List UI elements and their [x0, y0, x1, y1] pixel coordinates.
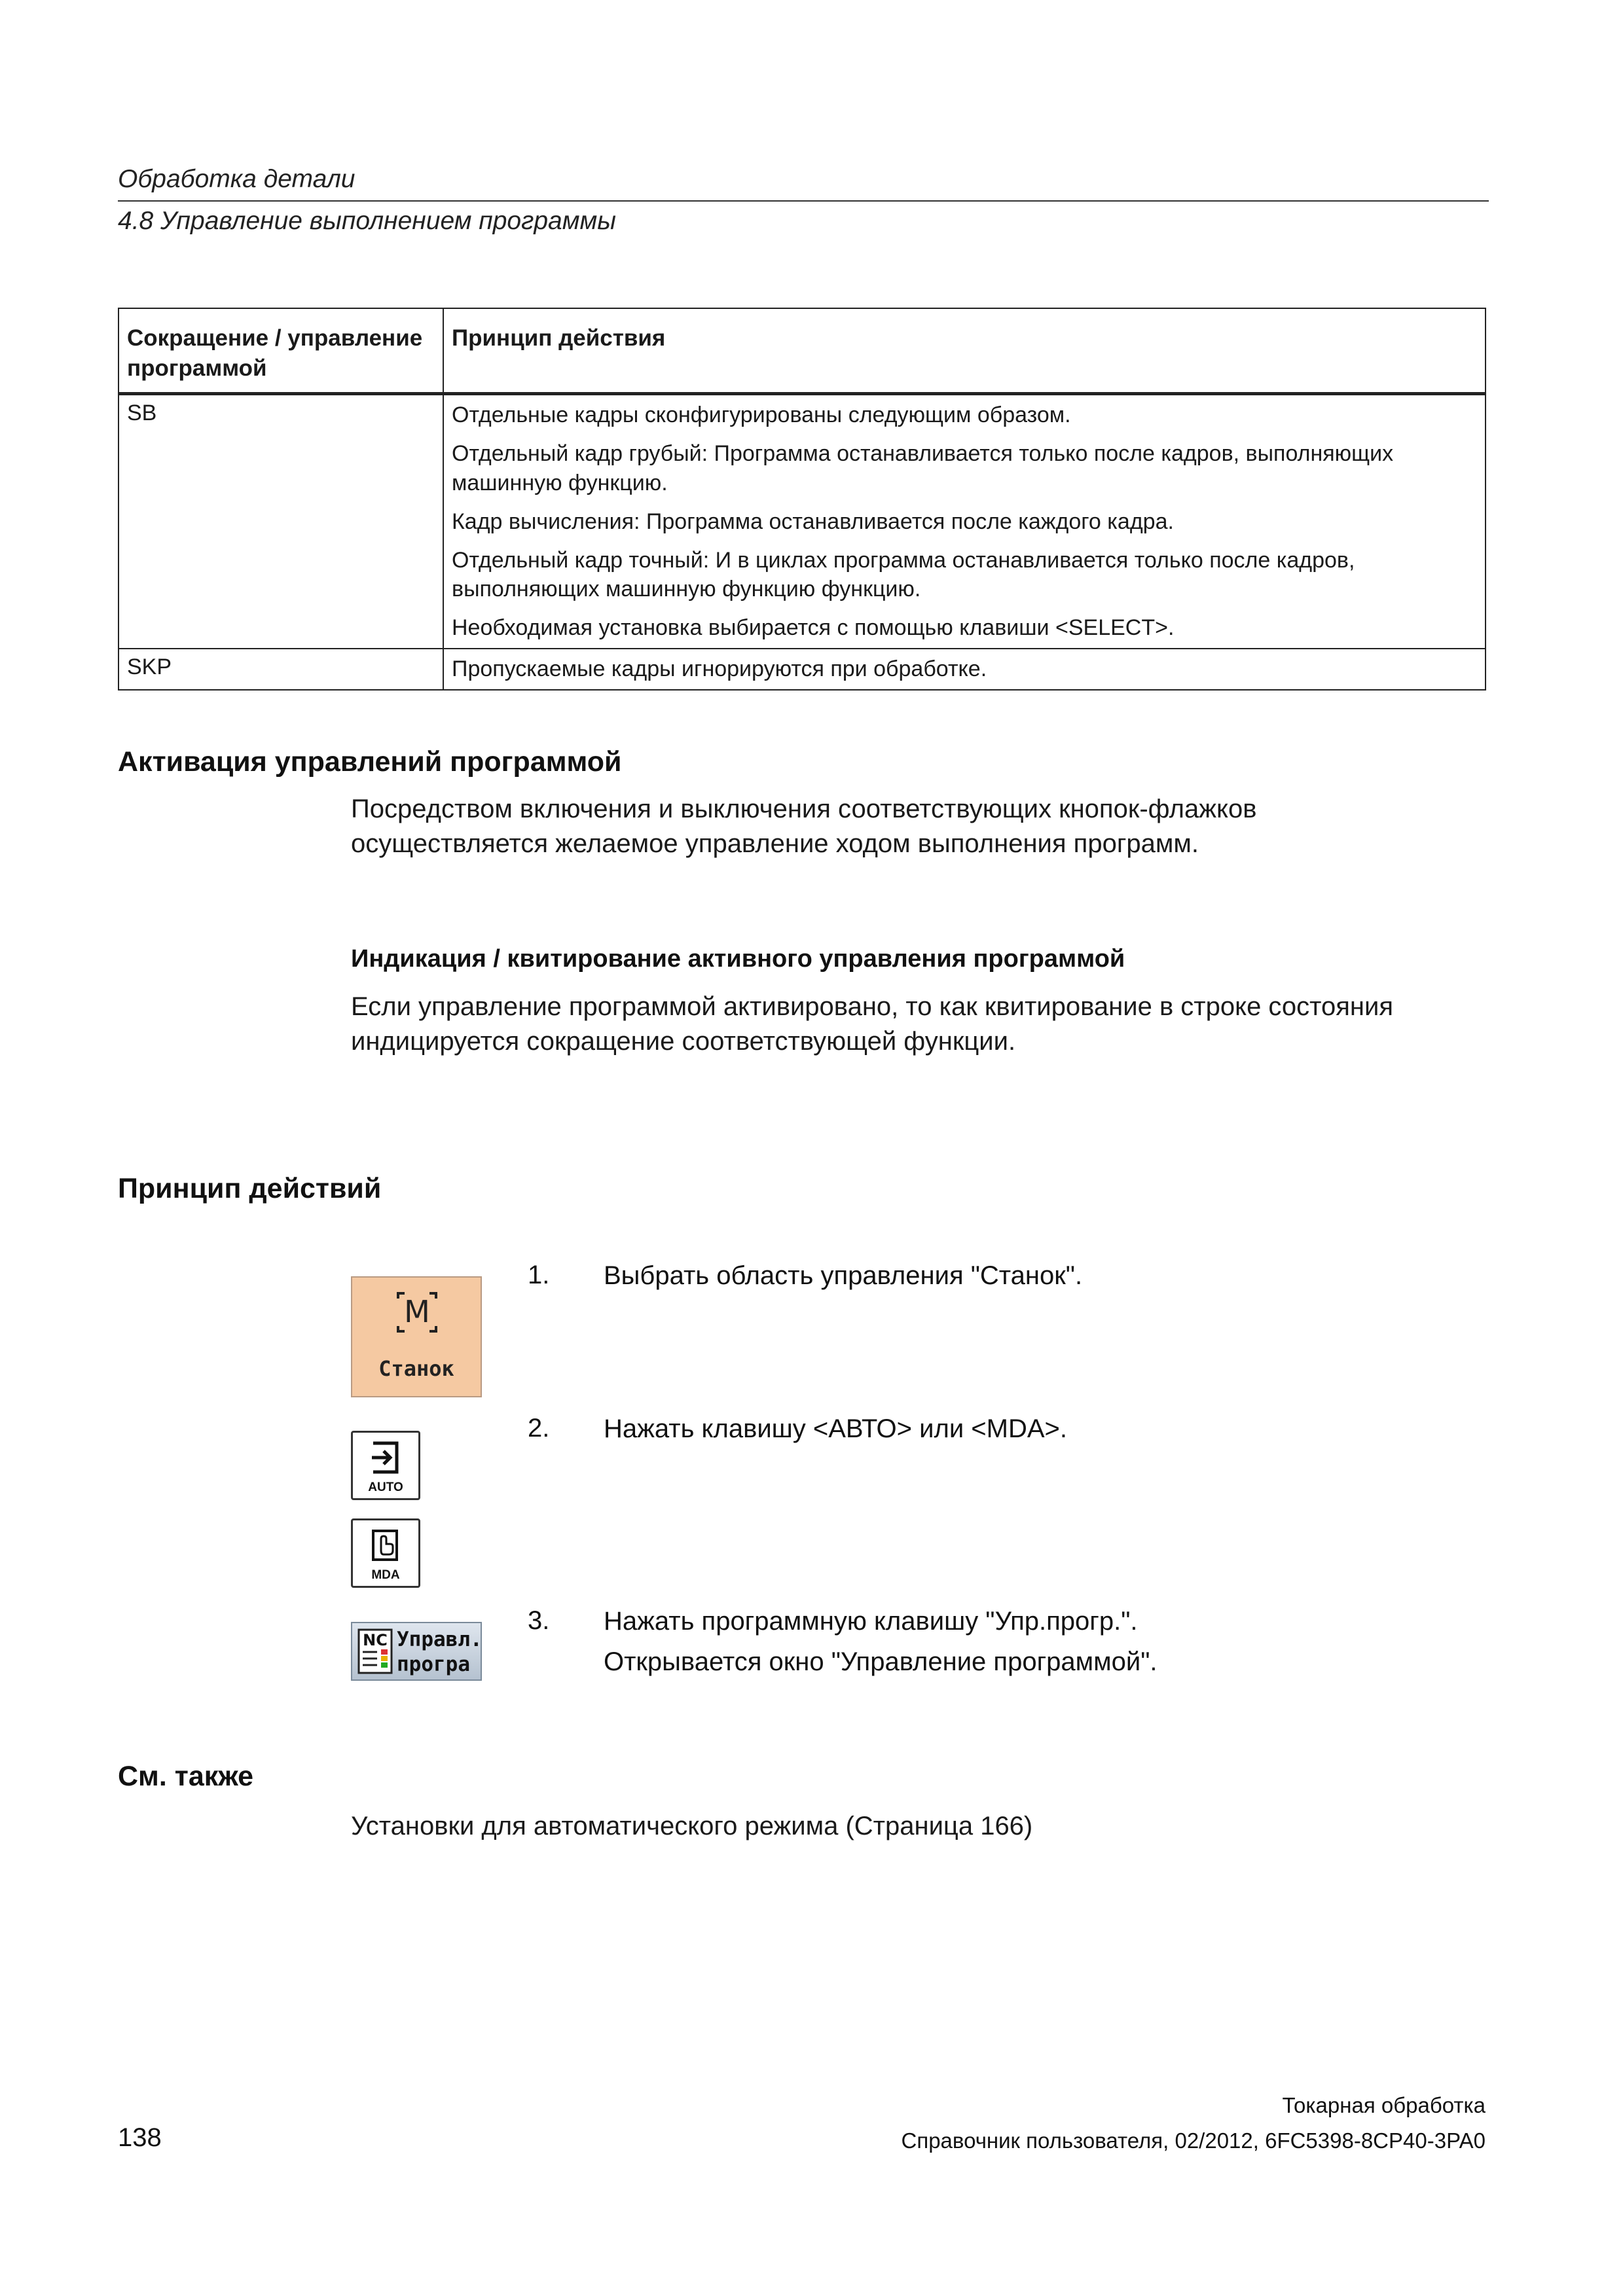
auto-key-label: AUTO: [368, 1480, 403, 1494]
header-divider: [118, 200, 1489, 202]
table-cell-abbr: SB: [119, 394, 443, 649]
table-header-abbr: Сокращение / управление программой: [119, 308, 443, 394]
table-cell-line: Кадр вычисления: Программа останавливается после каждого кадра.: [452, 509, 1174, 534]
machine-symbol: M: [404, 1294, 430, 1329]
procedure-heading: Принцип действий: [118, 1173, 382, 1204]
table-row: [119, 649, 1486, 690]
machine-icon: [395, 1291, 439, 1334]
table-cell-line: Отдельный кадр грубый: Программа останавливается только после кадров, выполняющих машинную функцию.: [452, 440, 1394, 495]
nc-program-icon: [357, 1628, 393, 1674]
table-cell-line: Необходимая установка выбирается с помощью клавиши <SELECT>.: [452, 615, 1175, 641]
indication-heading: Индикация / квитирование активного управления программой: [351, 945, 1125, 973]
footer-title: Токарная обработка: [1282, 2093, 1486, 2117]
machine-area-icon[interactable]: [351, 1276, 482, 1397]
step-number: 2.: [528, 1414, 550, 1443]
table-cell-line: Отдельные кадры сконфигурированы следующим образом.: [452, 403, 1071, 427]
footer-manual: Справочник пользователя, 02/2012, 6FC5398-8CP40-3PA0: [901, 2128, 1486, 2153]
step-result: Открывается окно "Управление программой".: [604, 1647, 1158, 1676]
softkey-label-line2: програ: [397, 1653, 470, 1676]
activation-heading: Активация управлений программой: [118, 746, 622, 778]
nc-symbol: NC: [363, 1631, 388, 1649]
table-cell-principle: [443, 394, 1486, 649]
mda-hand-icon: [371, 1528, 403, 1562]
auto-arrow-icon: [371, 1441, 403, 1475]
table-row: [119, 394, 1486, 649]
section-title: 4.8 Управление выполнением программы: [118, 207, 616, 235]
mda-key-label: MDA: [371, 1568, 400, 1582]
table-cell-line: Пропускаемые кадры игнорируются при обработке.: [452, 656, 987, 682]
program-control-table: [118, 308, 1486, 691]
mda-key[interactable]: [351, 1518, 420, 1588]
step-text: Выбрать область управления "Станок".: [604, 1261, 1083, 1290]
see-also-link[interactable]: Установки для автоматического режима (Страница 166): [351, 1812, 1033, 1840]
step-text: Нажать программную клавишу "Упр.прогр.".: [604, 1607, 1138, 1636]
page-number: 138: [118, 2123, 162, 2152]
table-cell-principle: [443, 649, 1486, 690]
auto-key[interactable]: [351, 1431, 420, 1500]
machine-area-label: Станок: [378, 1356, 454, 1381]
step-number: 1.: [528, 1261, 550, 1289]
softkey-label-line1: Управл.: [397, 1628, 483, 1651]
table-cell-abbr: SKP: [119, 649, 443, 690]
activation-text: Посредством включения и выключения соответствующих кнопок-флажков осуществляется желаемое управление ходом выполнения программ.: [351, 795, 1257, 858]
see-also-heading: См. также: [118, 1761, 254, 1792]
step-text: Нажать клавишу <АВТО> или <MDA>.: [604, 1414, 1067, 1443]
table-cell-line: Отдельный кадр точный: И в циклах программа останавливается только после кадров, выполняющих машинную функцию функцию.: [452, 547, 1355, 602]
program-control-softkey[interactable]: [351, 1622, 482, 1681]
indication-text: Если управление программой активировано, то как квитирование в строке состояния индицируется сокращение соответствующей функции.: [351, 992, 1393, 1056]
table-header-row: [119, 308, 1486, 394]
chapter-title: Обработка детали: [118, 165, 356, 193]
table-header-principle: Принцип действия: [443, 308, 1486, 394]
softkey-label: [397, 1627, 481, 1677]
step-number: 3.: [528, 1606, 550, 1635]
